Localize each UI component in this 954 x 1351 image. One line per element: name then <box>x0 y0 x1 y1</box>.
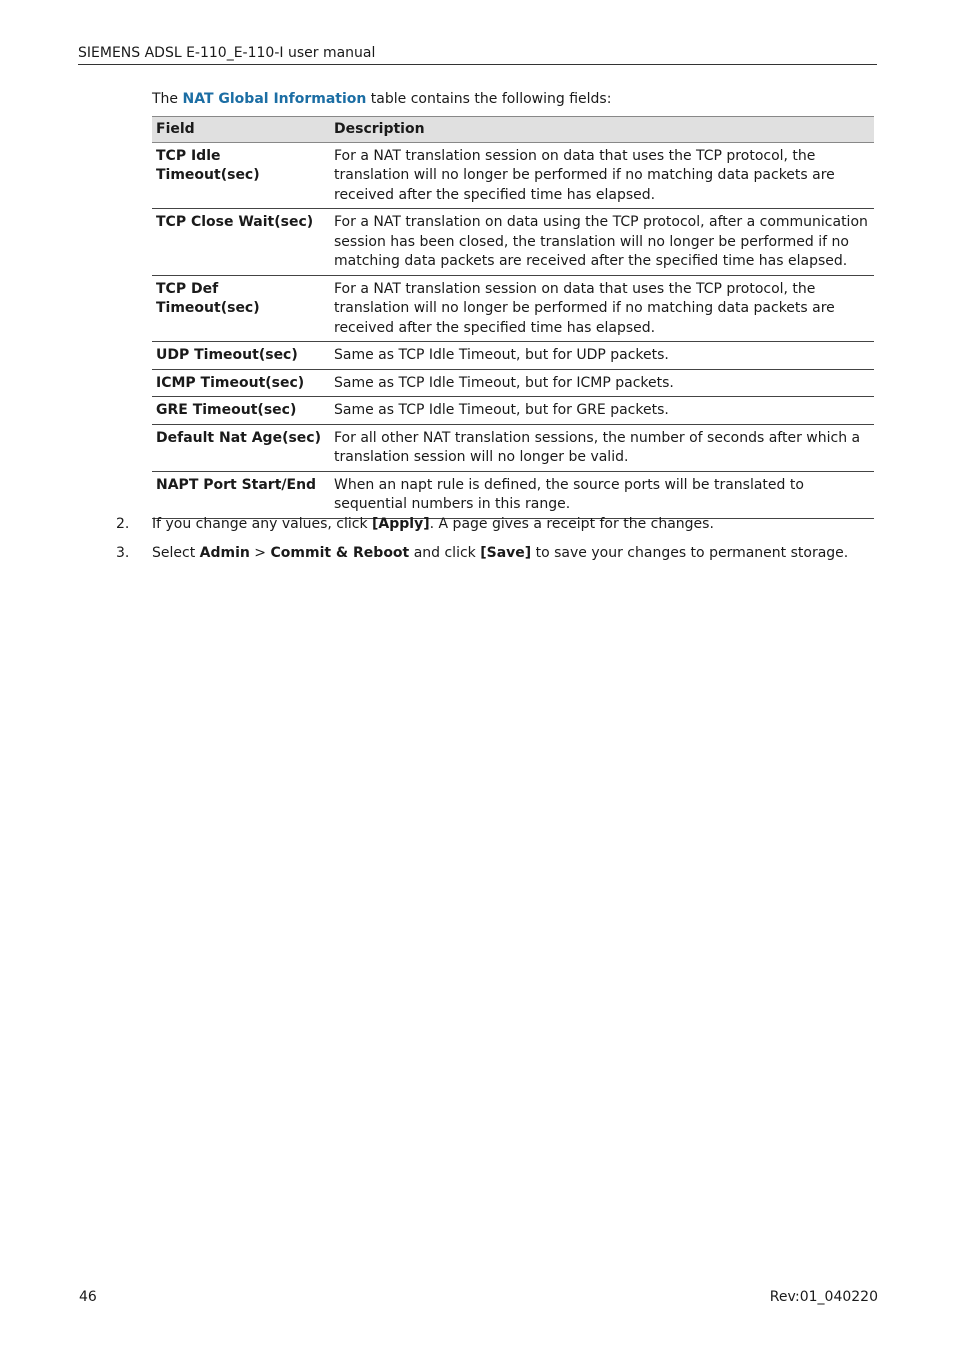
table-row <box>152 424 874 471</box>
step-text-part: and click <box>409 545 481 561</box>
revision-label: Rev:01_040220 <box>769 1289 878 1305</box>
step-text-part: to save your changes to permanent storage. <box>531 545 849 561</box>
table-row <box>152 397 874 425</box>
table-row <box>152 275 874 342</box>
page-number: 46 <box>79 1289 97 1305</box>
intro-prefix: The <box>152 91 183 107</box>
table-row <box>152 209 874 276</box>
field-name-cell: UDP Timeout(sec) <box>152 342 330 370</box>
nat-global-information-link[interactable]: NAT Global Information <box>182 91 367 107</box>
field-description-cell: Same as TCP Idle Timeout, but for ICMP packets. <box>330 369 874 397</box>
step-text-part: > <box>249 545 271 561</box>
intro-paragraph <box>152 91 611 107</box>
field-description-cell: When an napt rule is defined, the source ports will be translated to sequential numbers in this range. <box>330 471 874 518</box>
step-text-part: If you change any values, click <box>152 516 373 532</box>
step-emphasis: [Apply] <box>372 516 430 532</box>
column-header-field: Field <box>152 117 330 143</box>
step-text-part: . A page gives a receipt for the changes. <box>429 516 714 532</box>
field-description-cell: Same as TCP Idle Timeout, but for GRE packets. <box>330 397 874 425</box>
column-header-description: Description <box>330 117 874 143</box>
step-item <box>116 516 876 545</box>
step-text-part: Select <box>152 545 200 561</box>
field-description-cell: For all other NAT translation sessions, the number of seconds after which a translation session will no longer be valid. <box>330 424 874 471</box>
field-description-cell: For a NAT translation session on data that uses the TCP protocol, the translation will no longer be performed if no matching data packets are received after the specified time has elapsed. <box>330 142 874 209</box>
step-number: 3. <box>116 545 130 561</box>
document-title: SIEMENS ADSL E-110_E-110-I user manual <box>78 45 376 61</box>
table-row <box>152 369 874 397</box>
field-name-cell: NAPT Port Start/End <box>152 471 330 518</box>
table-header-row <box>152 117 874 143</box>
field-name-cell: ICMP Timeout(sec) <box>152 369 330 397</box>
steps-list <box>116 516 876 574</box>
table-row <box>152 142 874 209</box>
field-name-cell: GRE Timeout(sec) <box>152 397 330 425</box>
field-description-cell: For a NAT translation on data using the TCP protocol, after a communication session has been closed, the translation will no longer be performed if no matching data packets are received after the specified time has elapsed. <box>330 209 874 276</box>
page-header <box>78 45 877 65</box>
field-description-cell: For a NAT translation session on data that uses the TCP protocol, the translation will no longer be performed if no matching data packets are received after the specified time has elapsed. <box>330 275 874 342</box>
step-emphasis: Admin <box>199 545 250 561</box>
step-text <box>152 545 848 574</box>
step-number: 2. <box>116 516 130 532</box>
step-emphasis: [Save] <box>480 545 532 561</box>
field-name-cell: TCP Idle Timeout(sec) <box>152 142 330 209</box>
step-emphasis: Commit & Reboot <box>270 545 410 561</box>
intro-suffix: table contains the following fields: <box>366 91 612 107</box>
table-row <box>152 342 874 370</box>
field-description-cell: Same as TCP Idle Timeout, but for UDP packets. <box>330 342 874 370</box>
step-item <box>116 545 876 574</box>
field-name-cell: TCP Def Timeout(sec) <box>152 275 330 342</box>
field-name-cell: TCP Close Wait(sec) <box>152 209 330 276</box>
fields-table <box>152 116 874 519</box>
table-row <box>152 471 874 518</box>
step-text <box>152 516 714 545</box>
field-name-cell: Default Nat Age(sec) <box>152 424 330 471</box>
